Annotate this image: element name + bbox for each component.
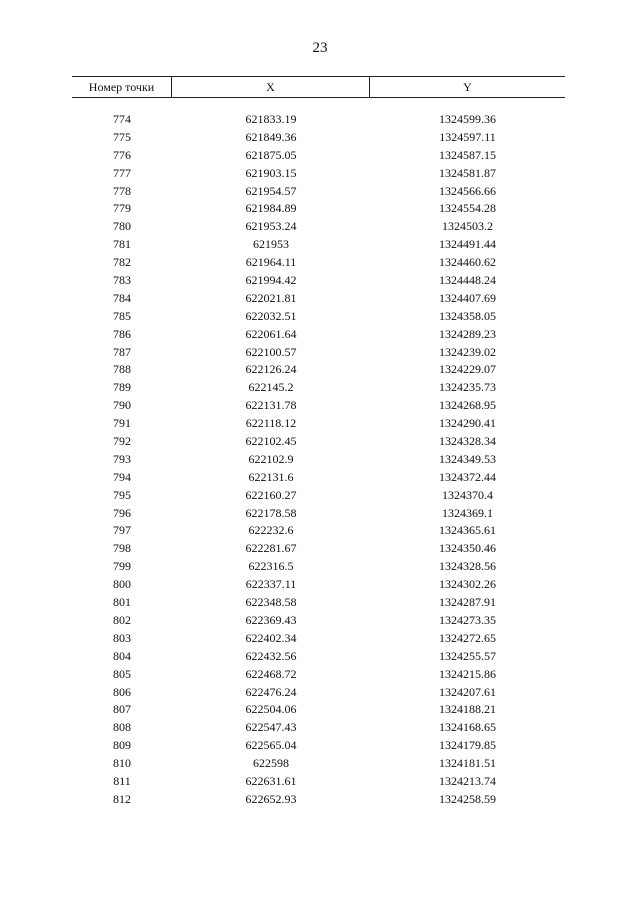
x-coordinate-cell: 622032.51 xyxy=(245,308,297,323)
x-coordinate-cell: 621994.42 xyxy=(245,273,297,288)
y-coordinate-cell: 1324268.95 xyxy=(439,398,496,413)
point-number-cell: 800 xyxy=(113,577,131,592)
point-number-cell: 789 xyxy=(113,380,131,395)
y-coordinate-cell: 1324235.73 xyxy=(439,380,496,395)
table-row xyxy=(72,272,565,290)
x-coordinate-cell: 621849.36 xyxy=(245,129,297,144)
point-number-cell: 775 xyxy=(113,129,131,144)
x-coordinate-cell: 622102.9 xyxy=(248,451,294,466)
table-row xyxy=(72,469,565,487)
x-coordinate-cell: 621875.05 xyxy=(245,147,297,162)
table-row xyxy=(72,254,565,272)
y-coordinate-cell: 1324350.46 xyxy=(439,541,496,556)
table-row xyxy=(72,183,565,201)
table-header xyxy=(72,76,565,98)
y-coordinate-cell: 1324349.53 xyxy=(439,451,496,466)
y-coordinate-cell: 1324587.15 xyxy=(439,147,496,162)
table-row xyxy=(72,165,565,183)
point-number-cell: 810 xyxy=(113,756,131,771)
point-number-cell: 777 xyxy=(113,165,131,180)
x-coordinate-cell: 622281.67 xyxy=(245,541,297,556)
point-number-cell: 794 xyxy=(113,469,131,484)
column-header-point-number: Номер точки xyxy=(72,77,172,97)
y-coordinate-cell: 1324369.1 xyxy=(442,505,493,520)
table-row xyxy=(72,379,565,397)
x-coordinate-cell: 622021.81 xyxy=(245,290,297,305)
x-coordinate-cell: 622160.27 xyxy=(245,487,297,502)
point-number-cell: 781 xyxy=(113,237,131,252)
x-coordinate-cell: 622100.57 xyxy=(245,344,297,359)
table-row xyxy=(72,540,565,558)
table-row xyxy=(72,451,565,469)
point-number-cell: 780 xyxy=(113,219,131,234)
y-coordinate-cell: 1324503.2 xyxy=(442,219,493,234)
table-row xyxy=(72,773,565,791)
x-coordinate-cell: 622468.72 xyxy=(245,666,297,681)
x-coordinate-cell: 621953.24 xyxy=(245,219,297,234)
point-number-cell: 806 xyxy=(113,684,131,699)
y-coordinate-cell: 1324328.56 xyxy=(439,559,496,574)
x-coordinate-cell: 622232.6 xyxy=(248,523,294,538)
x-coordinate-cell: 621954.57 xyxy=(245,183,297,198)
point-number-cell: 791 xyxy=(113,416,131,431)
table-row xyxy=(72,791,565,809)
point-number-cell: 803 xyxy=(113,630,131,645)
y-coordinate-cell: 1324581.87 xyxy=(439,165,496,180)
y-coordinate-cell: 1324358.05 xyxy=(439,308,496,323)
point-number-cell: 778 xyxy=(113,183,131,198)
point-number-cell: 801 xyxy=(113,595,131,610)
table-row xyxy=(72,719,565,737)
column-header-x: X xyxy=(172,77,370,97)
x-coordinate-cell: 622432.56 xyxy=(245,648,297,663)
point-number-cell: 807 xyxy=(113,702,131,717)
table-row xyxy=(72,630,565,648)
x-coordinate-cell: 621964.11 xyxy=(245,255,297,270)
y-coordinate-cell: 1324287.91 xyxy=(439,595,496,610)
x-coordinate-cell: 622402.34 xyxy=(245,630,297,645)
y-coordinate-cell: 1324258.59 xyxy=(439,791,496,806)
table-row xyxy=(72,594,565,612)
table-row xyxy=(72,111,565,129)
point-number-cell: 797 xyxy=(113,523,131,538)
point-number-cell: 784 xyxy=(113,290,131,305)
y-coordinate-cell: 1324188.21 xyxy=(439,702,496,717)
y-coordinate-cell: 1324290.41 xyxy=(439,416,496,431)
y-coordinate-cell: 1324566.66 xyxy=(439,183,496,198)
x-coordinate-cell: 622348.58 xyxy=(245,595,297,610)
y-coordinate-cell: 1324372.44 xyxy=(439,469,496,484)
y-coordinate-cell: 1324181.51 xyxy=(439,756,496,771)
x-coordinate-cell: 622504.06 xyxy=(245,702,297,717)
table-row xyxy=(72,737,565,755)
x-coordinate-cell: 622131.78 xyxy=(245,398,297,413)
point-number-cell: 787 xyxy=(113,344,131,359)
point-number-cell: 804 xyxy=(113,648,131,663)
y-coordinate-cell: 1324554.28 xyxy=(439,201,496,216)
y-coordinate-cell: 1324255.57 xyxy=(439,648,496,663)
y-coordinate-cell: 1324215.86 xyxy=(439,666,496,681)
x-coordinate-cell: 622337.11 xyxy=(245,577,297,592)
point-number-cell: 808 xyxy=(113,720,131,735)
y-coordinate-cell: 1324272.65 xyxy=(439,630,496,645)
point-number-cell: 805 xyxy=(113,666,131,681)
point-number-cell: 802 xyxy=(113,612,131,627)
x-coordinate-cell: 621953 xyxy=(253,237,289,252)
y-coordinate-cell: 1324370.4 xyxy=(442,487,493,502)
table-row xyxy=(72,397,565,415)
point-number-cell: 799 xyxy=(113,559,131,574)
y-coordinate-cell: 1324448.24 xyxy=(439,273,496,288)
y-coordinate-cell: 1324302.26 xyxy=(439,577,496,592)
x-coordinate-cell: 622598 xyxy=(253,756,289,771)
y-coordinate-cell: 1324179.85 xyxy=(439,738,496,753)
x-coordinate-cell: 622547.43 xyxy=(245,720,297,735)
x-coordinate-cell: 621833.19 xyxy=(245,112,297,126)
point-number-cell: 786 xyxy=(113,326,131,341)
y-coordinate-cell: 1324599.36 xyxy=(439,112,496,126)
y-coordinate-cell: 1324597.11 xyxy=(439,129,496,144)
point-number-cell: 774 xyxy=(113,112,131,126)
point-number-cell: 779 xyxy=(113,201,131,216)
table-row xyxy=(72,612,565,630)
x-coordinate-cell: 622178.58 xyxy=(245,505,297,520)
x-coordinate-cell: 622316.5 xyxy=(248,559,294,574)
table-row xyxy=(72,290,565,308)
y-coordinate-cell: 1324229.07 xyxy=(439,362,496,377)
table-row xyxy=(72,505,565,523)
table-row xyxy=(72,200,565,218)
y-coordinate-cell: 1324407.69 xyxy=(439,290,496,305)
table-row xyxy=(72,522,565,540)
x-coordinate-cell: 622145.2 xyxy=(248,380,294,395)
point-number-cell: 793 xyxy=(113,451,131,466)
x-coordinate-cell: 622131.6 xyxy=(248,469,294,484)
point-number-cell: 785 xyxy=(113,308,131,323)
point-number-cell: 790 xyxy=(113,398,131,413)
page-number: 23 xyxy=(312,40,328,56)
table-row xyxy=(72,666,565,684)
point-number-cell: 811 xyxy=(113,773,131,788)
y-coordinate-cell: 1324213.74 xyxy=(439,773,496,788)
coordinates-table-body xyxy=(72,111,565,809)
point-number-cell: 782 xyxy=(113,255,131,270)
table-row xyxy=(72,576,565,594)
y-coordinate-cell: 1324365.61 xyxy=(439,523,496,538)
point-number-cell: 783 xyxy=(113,273,131,288)
table-row xyxy=(72,218,565,236)
point-number-cell: 776 xyxy=(113,147,131,162)
table-row xyxy=(72,487,565,505)
table-row xyxy=(72,558,565,576)
table-row xyxy=(72,361,565,379)
point-number-cell: 792 xyxy=(113,434,131,449)
table-row xyxy=(72,326,565,344)
table-row xyxy=(72,415,565,433)
y-coordinate-cell: 1324239.02 xyxy=(439,344,496,359)
y-coordinate-cell: 1324168.65 xyxy=(439,720,496,735)
x-coordinate-cell: 622369.43 xyxy=(245,612,297,627)
x-coordinate-cell: 621984.89 xyxy=(245,201,297,216)
table-row xyxy=(72,236,565,254)
x-coordinate-cell: 622126.24 xyxy=(245,362,297,377)
x-coordinate-cell: 622631.61 xyxy=(245,773,297,788)
x-coordinate-cell: 622118.12 xyxy=(245,416,297,431)
x-coordinate-cell: 622102.45 xyxy=(245,434,297,449)
column-header-y: Y xyxy=(463,80,472,94)
table-row xyxy=(72,344,565,362)
y-coordinate-cell: 1324207.61 xyxy=(439,684,496,699)
table-row xyxy=(72,684,565,702)
table-row xyxy=(72,701,565,719)
point-number-cell: 788 xyxy=(113,362,131,377)
y-coordinate-cell: 1324289.23 xyxy=(439,326,496,341)
x-coordinate-cell: 621903.15 xyxy=(245,165,297,180)
y-coordinate-cell: 1324328.34 xyxy=(439,434,496,449)
x-coordinate-cell: 622061.64 xyxy=(245,326,297,341)
y-coordinate-cell: 1324460.62 xyxy=(439,255,496,270)
x-coordinate-cell: 622565.04 xyxy=(245,738,297,753)
table-row xyxy=(72,648,565,666)
table-row xyxy=(72,308,565,326)
x-coordinate-cell: 622652.93 xyxy=(245,791,297,806)
point-number-cell: 809 xyxy=(113,738,131,753)
y-coordinate-cell: 1324491.44 xyxy=(439,237,496,252)
x-coordinate-cell: 622476.24 xyxy=(245,684,297,699)
y-coordinate-cell: 1324273.35 xyxy=(439,612,496,627)
point-number-cell: 795 xyxy=(113,487,131,502)
table-row xyxy=(72,129,565,147)
point-number-cell: 798 xyxy=(113,541,131,556)
point-number-cell: 796 xyxy=(113,505,131,520)
point-number-cell: 812 xyxy=(113,791,131,806)
table-row xyxy=(72,147,565,165)
table-row xyxy=(72,755,565,773)
table-row xyxy=(72,433,565,451)
